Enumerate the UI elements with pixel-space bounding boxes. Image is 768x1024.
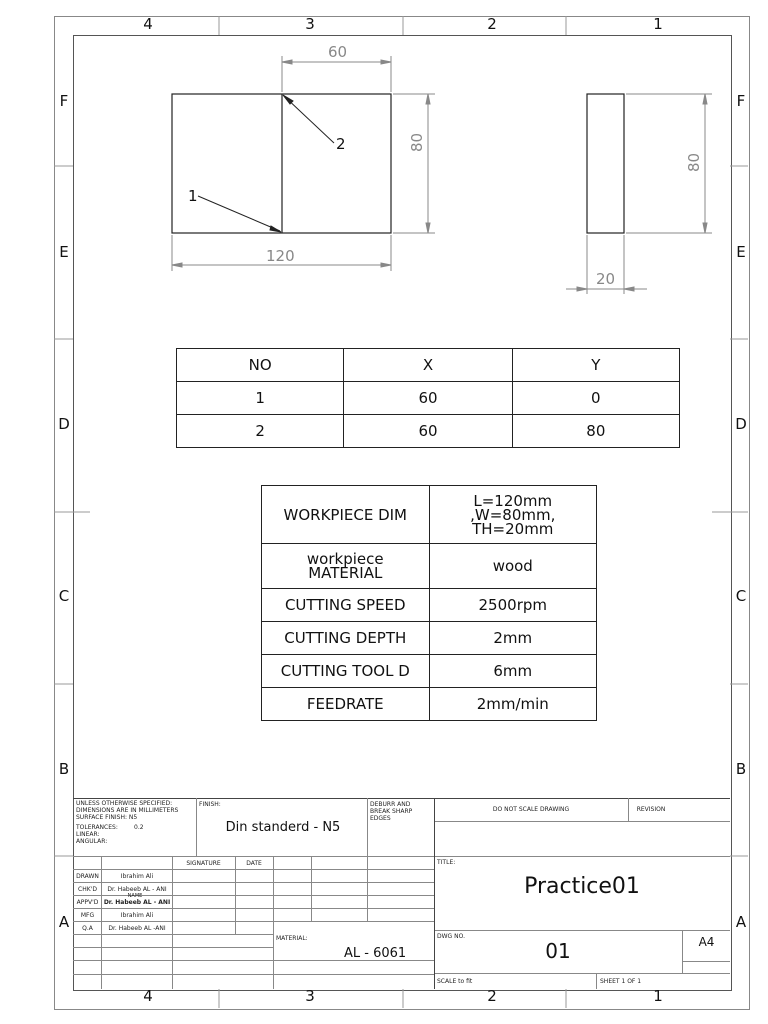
zone-row-f-left: F xyxy=(59,92,69,110)
leader-1-arrow xyxy=(270,226,281,232)
param-value: 2500rpm xyxy=(429,589,596,622)
dim-80-front-text: 80 xyxy=(408,132,426,152)
header-no: NO xyxy=(177,349,344,382)
spec-line: TOLERANCES: xyxy=(76,824,118,831)
role-drawn: DRAWN xyxy=(76,873,99,880)
deburr-line: DEBURR AND xyxy=(370,801,411,808)
value-line: TH=20mm xyxy=(472,519,554,538)
leader-2-arrow xyxy=(283,95,293,104)
dwg-no-label: DWG NO. xyxy=(437,933,465,940)
table-row xyxy=(262,486,597,544)
front-view xyxy=(172,56,435,271)
table-row xyxy=(262,622,597,655)
cell-y: 0 xyxy=(512,382,679,415)
name-overflow: NAME xyxy=(127,893,143,899)
zone-row-d-left: D xyxy=(58,415,70,433)
sheet-number: SHEET 1 OF 1 xyxy=(600,978,642,985)
zone-row-c-right: C xyxy=(735,587,747,605)
header-x: X xyxy=(344,349,512,382)
parameters-table xyxy=(261,485,597,721)
table-row xyxy=(262,589,597,622)
spec-notes xyxy=(76,800,178,845)
table-row xyxy=(177,415,680,448)
dim-60-text: 60 xyxy=(328,43,348,61)
zone-row-b-left: B xyxy=(58,760,70,778)
param-label: CUTTING DEPTH xyxy=(262,622,430,655)
spec-line: UNLESS OTHERWISE SPECIFIED: xyxy=(76,800,173,807)
param-label: CUTTING SPEED xyxy=(262,589,430,622)
dim-20-text: 20 xyxy=(596,270,616,288)
zone-col-1-top: 1 xyxy=(653,15,663,33)
name-mfg: Ibrahim Ali xyxy=(120,912,154,919)
zone-col-3-top: 3 xyxy=(305,15,315,33)
cell-x: 60 xyxy=(344,382,512,415)
name-qa: Dr. Habeeb AL -ANI xyxy=(108,925,166,932)
param-label: CUTTING TOOL D xyxy=(262,655,430,688)
param-value: 2mm xyxy=(429,622,596,655)
zone-row-f-right: F xyxy=(736,92,746,110)
table-row xyxy=(262,655,597,688)
spec-line: SURFACE FINISH: N5 xyxy=(76,814,138,821)
side-view-outline xyxy=(587,94,624,233)
zone-col-4-bottom: 4 xyxy=(143,987,153,1005)
role-qa: Q.A xyxy=(82,925,93,932)
cell-no: 1 xyxy=(177,382,344,415)
param-value: 2mm/min xyxy=(429,688,596,721)
zone-row-a-left: A xyxy=(58,913,70,931)
name-approved: Dr. Habeeb AL - ANI xyxy=(103,899,171,906)
value-line: L=120mm xyxy=(473,491,553,510)
param-label: WORKPIECE DIM xyxy=(262,486,430,544)
dwg-no: 01 xyxy=(545,939,571,963)
deburr-line: BREAK SHARP xyxy=(370,808,413,815)
deburr-line: EDGES xyxy=(370,815,391,822)
param-value xyxy=(429,486,596,544)
role-approved: APPV'D xyxy=(76,899,99,906)
no-scale-note: DO NOT SCALE DRAWING xyxy=(492,806,570,813)
zone-col-2-top: 2 xyxy=(487,15,497,33)
name-checked: Dr. Habeeb AL - ANI xyxy=(107,886,167,893)
callout-1: 1 xyxy=(188,187,198,205)
value-line: ,W=80mm, xyxy=(470,505,556,524)
header-y: Y xyxy=(512,349,679,382)
material-value: AL - 6061 xyxy=(344,946,407,961)
zone-col-3-bottom: 3 xyxy=(305,987,315,1005)
scale-label: SCALE to fit xyxy=(437,978,473,985)
param-label: FEEDRATE xyxy=(262,688,430,721)
label-line: workpiece xyxy=(306,550,384,568)
label-line: MATERIAL xyxy=(308,564,383,582)
zone-col-2-bottom: 2 xyxy=(487,987,497,1005)
dim-80-side-text: 80 xyxy=(685,152,703,172)
table-row xyxy=(177,382,680,415)
title-label: TITLE: xyxy=(437,859,456,866)
points-table xyxy=(176,348,680,448)
zone-row-c-left: C xyxy=(58,587,70,605)
dim-60 xyxy=(282,56,391,92)
zone-col-4-top: 4 xyxy=(143,15,153,33)
spec-line: ANGULAR: xyxy=(76,838,108,845)
sheet-size: A4 xyxy=(698,935,715,949)
date-header: DATE xyxy=(246,860,262,867)
cell-no: 2 xyxy=(177,415,344,448)
revision-label: REVISION xyxy=(636,806,666,813)
leader-1 xyxy=(198,196,280,231)
spec-line: DIMENSIONS ARE IN MILLIMETERS xyxy=(76,807,179,814)
dim-120-text: 120 xyxy=(266,247,295,265)
finish-label: FINISH: xyxy=(199,801,221,808)
role-mfg: MFG xyxy=(80,912,95,919)
finish-value: Din standerd - N5 xyxy=(225,820,341,835)
param-label xyxy=(262,544,430,589)
signature-header: SIGNATURE xyxy=(186,860,221,867)
zone-row-a-right: A xyxy=(735,913,747,931)
spec-line: LINEAR: xyxy=(76,831,100,838)
name-drawn: Ibrahim Ali xyxy=(120,873,154,880)
material-label: MATERIAL: xyxy=(276,935,308,942)
points-header-row xyxy=(177,349,680,382)
side-view xyxy=(566,94,712,294)
zone-row-b-right: B xyxy=(735,760,747,778)
drawing-title: Practice01 xyxy=(524,874,640,899)
table-row xyxy=(262,544,597,589)
deburr-note xyxy=(370,801,412,822)
dim-80-front xyxy=(393,94,435,233)
tolerance-value: 0.2 xyxy=(134,824,144,831)
table-row xyxy=(262,688,597,721)
zone-col-1-bottom: 1 xyxy=(653,987,663,1005)
cell-y: 80 xyxy=(512,415,679,448)
role-checked: CHK'D xyxy=(78,886,97,893)
param-value: 6mm xyxy=(429,655,596,688)
cell-x: 60 xyxy=(344,415,512,448)
callout-2: 2 xyxy=(336,135,346,153)
param-value: wood xyxy=(429,544,596,589)
zone-row-e-left: E xyxy=(59,243,69,261)
zone-row-e-right: E xyxy=(736,243,746,261)
zone-row-d-right: D xyxy=(735,415,747,433)
